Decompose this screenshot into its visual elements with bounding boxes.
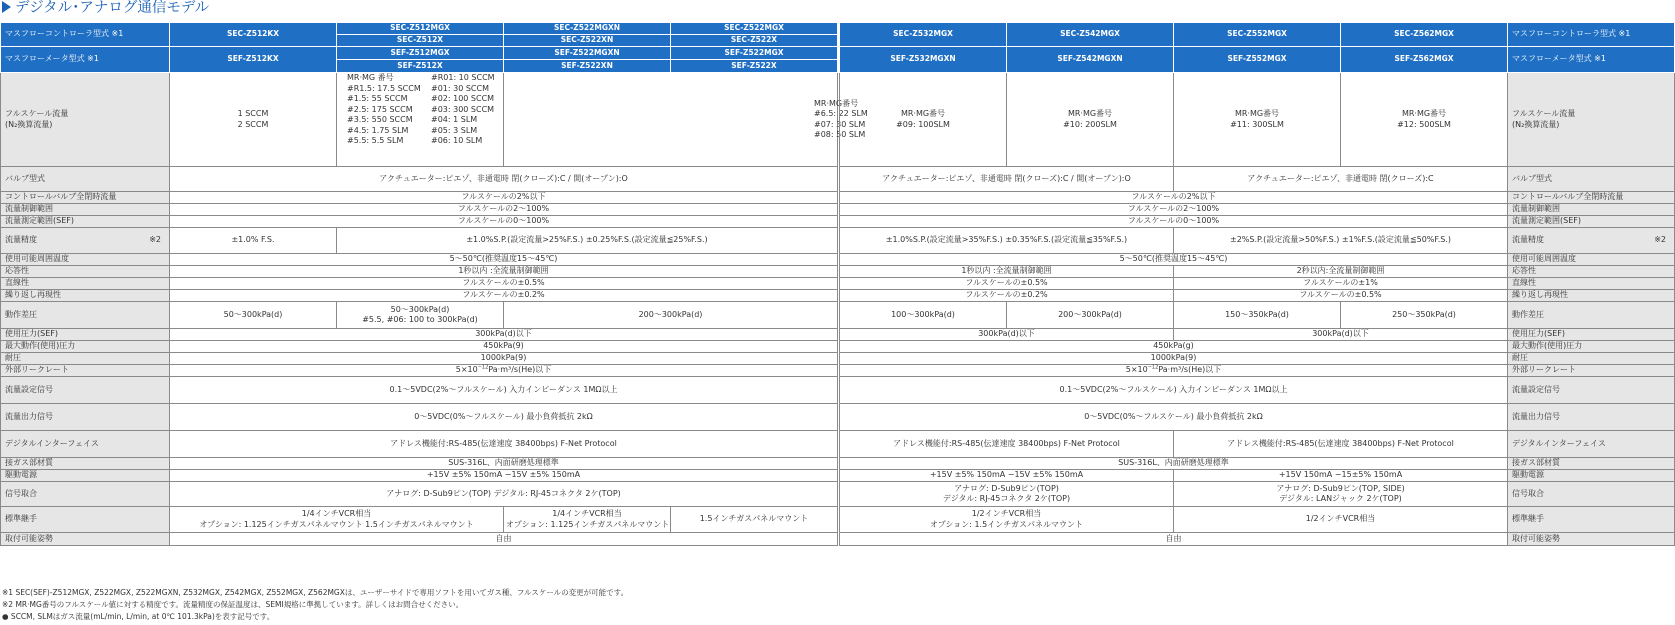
r-repeat-b: フルスケールの±0.5% — [1174, 290, 1508, 302]
r-fullscale-label: フルスケール流量 (N₂換算流量) — [1508, 73, 1675, 167]
mfm-model-c1: SEF-Z512KX — [170, 47, 337, 73]
r-proof-label: 耐圧 — [1508, 353, 1675, 365]
digital-label: デジタルインターフェイス — [1, 431, 170, 458]
fitting-c12: 1/4インチVCR相当 オプション: 1.125インチガスパネルマウント 1.5インチガスパネルマウント — [170, 507, 504, 533]
cv-flow-value: フルスケールの2%以下 — [170, 192, 838, 204]
r-mfc-c4: SEC-Z562MGX — [1341, 23, 1508, 47]
r-mfm-c2: SEF-Z542MGXN — [1007, 47, 1174, 73]
r-mfm-c1: SEF-Z532MGXN — [840, 47, 1007, 73]
r-accuracy-a: ±1.0%S.P.(設定流量>35%F.S.) ±0.35%F.S.(設定流量≦35%F.S.) — [840, 228, 1174, 254]
r-mfc-model-label: マスフローコントローラ型式 ※1 — [1508, 23, 1675, 47]
r-digital-label: デジタルインターフェイス — [1508, 431, 1675, 458]
r-fitting-b: 1/2インチVCR相当 — [1174, 507, 1508, 533]
mfm-model-c2a: SEF-Z512MGX — [337, 47, 504, 60]
r-proof-value: 1000kPa(9) — [840, 353, 1508, 365]
footnote-3: ● SCCM, SLMはガス流量(mL/min, L/min, at 0℃ 101.3kPa)を表す記号です。 — [2, 612, 275, 621]
r-connector-a: アナログ: D-Sub9ピン(TOP) デジタル: RJ-45コネクタ 2ケ(TOP) — [840, 482, 1174, 507]
dp-c1: 50～300kPa(d) — [170, 302, 337, 329]
r-digital-b: アドレス機能付:RS-485(伝達速度 38400bps) F-Net Protocol — [1174, 431, 1508, 458]
r-connector-label: 信号取合 — [1508, 482, 1675, 507]
r-dp-c1: 100～300kPa(d) — [840, 302, 1007, 329]
r-wetted-label: 接ガス部材質 — [1508, 458, 1675, 470]
dp-c34: 200～300kPa(d) — [504, 302, 838, 329]
r-mfm-c3: SEF-Z552MGX — [1174, 47, 1341, 73]
r-leak-value: $5\times 10^{-12}Pa\cdot m^3/s(He)$以下 — [840, 365, 1508, 377]
r-meas-range-value: フルスケールの0～100% — [840, 216, 1508, 228]
linearity-value: フルスケールの±0.5% — [170, 278, 838, 290]
r-out-signal-label: 流量出力信号 — [1508, 404, 1675, 431]
r-pressure-a: 300kPa(d)以下 — [840, 329, 1174, 341]
r-power-a: +15V ±5% 150mA −15V ±5% 150mA — [840, 470, 1174, 482]
r-dp-c4: 250～350kPa(d) — [1341, 302, 1508, 329]
power-label: 駆動電源 — [1, 470, 170, 482]
r-cv-flow-label: コントロールバルブ全閉時流量 — [1508, 192, 1675, 204]
fitting-c4: 1.5インチガスパネルマウント — [671, 507, 838, 533]
mfc-model-c4b: SEC-Z522X — [671, 35, 838, 47]
repeat-label: 繰り返し再現性 — [1, 290, 170, 302]
r-mounting-label: 取付可能姿勢 — [1508, 533, 1675, 546]
r-mfm-c4: SEF-Z562MGX — [1341, 47, 1508, 73]
mfm-model-c2b: SEF-Z512X — [337, 60, 504, 73]
repeat-value: フルスケールの±0.2% — [170, 290, 838, 302]
r-linearity-b: フルスケールの±1% — [1174, 278, 1508, 290]
meas-range-value: フルスケールの0～100% — [170, 216, 838, 228]
r-fullscale-c2: MR·MG番号 #10: 200SLM — [1007, 73, 1174, 167]
r-connector-b: アナログ: D-Sub9ピン(TOP, SIDE) デジタル: LANジャック 2ケ(TOP) — [1174, 482, 1508, 507]
cv-flow-label: コントロールバルブ全閉時流量 — [1, 192, 170, 204]
mfm-model-c3a: SEF-Z522MGXN — [504, 47, 671, 60]
r-linearity-a: フルスケールの±0.5% — [840, 278, 1174, 290]
r-out-signal-value: 0～5VDC(0%～フルスケール) 最小負荷抵抗 2kΩ — [840, 404, 1508, 431]
mfm-model-c4a: SEF-Z522MGX — [671, 47, 838, 60]
r-mounting-value: 自由 — [840, 533, 1508, 546]
r-pressure-b: 300kPa(d)以下 — [1174, 329, 1508, 341]
r-power-b: +15V 150mA −15±5% 150mA — [1174, 470, 1508, 482]
r-valve-a: アクチュエーター:ピエゾ、非通電時 閉(クローズ):C / 開(オープン):O — [840, 167, 1174, 192]
mfc-model-c3a: SEC-Z522MGXN — [504, 23, 671, 35]
max-pressure-label: 最大動作(使用)圧力 — [1, 341, 170, 353]
accuracy-c234: ±1.0%S.P.(設定流量>25%F.S.) ±0.25%F.S.(設定流量≦25%F.S.) — [337, 228, 838, 254]
ctrl-range-label: 流量制御範囲 — [1, 204, 170, 216]
r-digital-a: アドレス機能付:RS-485(伝達速度 38400bps) F-Net Protocol — [840, 431, 1174, 458]
r-repeat-label: 繰り返し再現性 — [1508, 290, 1675, 302]
r-valve-b: アクチュエーター:ピエゾ、非通電時 閉(クローズ):C — [1174, 167, 1508, 192]
mfc-model-c2b: SEC-Z512X — [337, 35, 504, 47]
response-value: 1秒以内 :全流量制御範囲 — [170, 266, 838, 278]
dp-c2: 50～300kPa(d) #5.5, #06: 100 to 300kPa(d) — [337, 302, 504, 329]
footnote-2: ※2 MR·MG番号のフルスケール値に対する精度です。流量精度の保証温度は、SEMI規格に準拠しています。詳しくはお問合せください。 — [2, 600, 464, 609]
r-set-signal-value: 0.1～5VDC(2%～フルスケール) 入力インピーダンス 1MΩ以上 — [840, 377, 1508, 404]
fullscale-c1: 1 SCCM 2 SCCM — [170, 73, 337, 167]
r-valve-label: バルブ型式 — [1508, 167, 1675, 192]
page-title: デジタル･アナログ通信モデル — [2, 0, 209, 17]
fitting-label: 標準継手 — [1, 507, 170, 533]
r-fitting-label: 標準継手 — [1508, 507, 1675, 533]
r-mfc-c1: SEC-Z532MGX — [840, 23, 1007, 47]
pressure-sef-value: 300kPa(d)以下 — [170, 329, 838, 341]
r-temp-value: 5～50℃(推奨温度15～45℃) — [840, 254, 1508, 266]
r-response-b: 2秒以内:全流量制御範囲 — [1174, 266, 1508, 278]
right-spec-table — [839, 22, 1675, 546]
r-ctrl-range-label: 流量制御範囲 — [1508, 204, 1675, 216]
temp-value: 5～50℃(推奨温度15～45℃) — [170, 254, 838, 266]
proof-label: 耐圧 — [1, 353, 170, 365]
response-label: 応答性 — [1, 266, 170, 278]
ctrl-range-value: フルスケールの2～100% — [170, 204, 838, 216]
r-leak-label: 外部リークレート — [1508, 365, 1675, 377]
r-wetted-value: SUS-316L、内面研磨処理標準 — [840, 458, 1508, 470]
r-mfc-c3: SEC-Z552MGX — [1174, 23, 1341, 47]
r-power-label: 駆動電源 — [1508, 470, 1675, 482]
power-value: +15V ±5% 150mA −15V ±5% 150mA — [170, 470, 838, 482]
mfm-model-c4b: SEF-Z522X — [671, 60, 838, 73]
triangle-icon — [2, 1, 11, 13]
valve-label: バルブ型式 — [1, 167, 170, 192]
r-ctrl-range-value: フルスケールの2～100% — [840, 204, 1508, 216]
mfc-model-c2a: SEC-Z512MGX — [337, 23, 504, 35]
wetted-label: 接ガス部材質 — [1, 458, 170, 470]
accuracy-c1: ±1.0% F.S. — [170, 228, 337, 254]
digital-value: アドレス機能付:RS-485(伝達速度 38400bps) F-Net Protocol — [170, 431, 838, 458]
fullscale-label: フルスケール流量 (N₂換算流量) — [1, 73, 170, 167]
max-pressure-value: 450kPa(9) — [170, 341, 838, 353]
r-set-signal-label: 流量設定信号 — [1508, 377, 1675, 404]
leak-value: $5\times 10^{-12}Pa\cdot m^3/s(He)$以下 — [170, 365, 838, 377]
r-dp-c3: 150～350kPa(d) — [1174, 302, 1341, 329]
mfc-model-c1: SEC-Z512KX — [170, 23, 337, 47]
fullscale-c2: MR·MG 番号 #R01: 10 SCCM #R1.5: 17.5 SCCM #01: 30 SCCM #1.5: 55 SCCM #02: 100 SCCM #2.5: 175 SCCM #03: 300 SCCM #3.5: 550 SCCM #04: 1 SLM #4.5: 1.75 SLM #05: 3 SLM #5.5: 5.5 SLM #06: 10 SLM — [337, 73, 504, 167]
r-accuracy-b: ±2%S.P.(設定流量>50%F.S.) ±1%F.S.(設定流量≦50%F.S.) — [1174, 228, 1508, 254]
r-max-pressure-label: 最大動作(使用)圧力 — [1508, 341, 1675, 353]
r-cv-flow-value: フルスケールの2%以下 — [840, 192, 1508, 204]
r-fullscale-c3: MR·MG番号 #11: 300SLM — [1174, 73, 1341, 167]
r-fullscale-c4: MR·MG番号 #12: 500SLM — [1341, 73, 1508, 167]
mfm-model-c3b: SEF-Z522XN — [504, 60, 671, 73]
set-signal-label: 流量設定信号 — [1, 377, 170, 404]
leak-label: 外部リークレート — [1, 365, 170, 377]
r-fullscale-c1: MR·MG番号 #09: 100SLM — [840, 73, 1007, 167]
footnote-1: ※1 SEC(SEF)-Z512MGX, Z522MGX, Z522MGXN, Z532MGX, Z542MGX, Z552MGX, Z562MGXは、ユーザーサイドで専用ソフトを用いてガス種、フルスケールの変更が可能です。 — [2, 588, 629, 597]
mfm-model-label: マスフローメータ型式 ※1 — [1, 47, 170, 73]
temp-label: 使用可能周囲温度 — [1, 254, 170, 266]
out-signal-label: 流量出力信号 — [1, 404, 170, 431]
connector-label: 信号取合 — [1, 482, 170, 507]
r-mfc-c2: SEC-Z542MGX — [1007, 23, 1174, 47]
fitting-c3: 1/4インチVCR相当 オプション: 1.125インチガスパネルマウント — [504, 507, 671, 533]
r-accuracy-label: 流量精度 ※2 — [1508, 228, 1675, 254]
fullscale-c34: MR·MG番号 #6.5: 22 SLM #07: 30 SLM #08: 50 SLM — [504, 73, 838, 167]
r-dp-label: 動作差圧 — [1508, 302, 1675, 329]
pressure-sef-label: 使用圧力(SEF) — [1, 329, 170, 341]
meas-range-label: 流量測定範囲(SEF) — [1, 216, 170, 228]
mfc-model-c4a: SEC-Z522MGX — [671, 23, 838, 35]
out-signal-value: 0～5VDC(0%～フルスケール) 最小負荷抵抗 2kΩ — [170, 404, 838, 431]
mfc-model-c3b: SEC-Z522XN — [504, 35, 671, 47]
mounting-value: 自由 — [170, 533, 838, 546]
r-temp-label: 使用可能周囲温度 — [1508, 254, 1675, 266]
r-linearity-label: 直線性 — [1508, 278, 1675, 290]
proof-value: 1000kPa(9) — [170, 353, 838, 365]
r-meas-range-label: 流量測定範囲(SEF) — [1508, 216, 1675, 228]
set-signal-value: 0.1～5VDC(2%～フルスケール) 入力インピーダンス 1MΩ以上 — [170, 377, 838, 404]
r-max-pressure-value: 450kPa(g) — [840, 341, 1508, 353]
valve-value: アクチュエーター:ピエゾ、非通電時 閉(クローズ):C / 開(オープン):O — [170, 167, 838, 192]
r-fitting-a: 1/2インチVCR相当 オプション: 1.5インチガスパネルマウント — [840, 507, 1174, 533]
r-dp-c2: 200～300kPa(d) — [1007, 302, 1174, 329]
footnotes — [2, 587, 628, 623]
r-response-a: 1秒以内 :全流量制御範囲 — [840, 266, 1174, 278]
connector-value: アナログ: D-Sub9ピン(TOP) デジタル: RJ-45コネクタ 2ケ(TOP) — [170, 482, 838, 507]
accuracy-label: 流量精度 ※2 — [1, 228, 170, 254]
dp-label: 動作差圧 — [1, 302, 170, 329]
linearity-label: 直線性 — [1, 278, 170, 290]
r-pressure-sef-label: 使用圧力(SEF) — [1508, 329, 1675, 341]
r-mfm-model-label: マスフローメータ型式 ※1 — [1508, 47, 1675, 73]
r-response-label: 応答性 — [1508, 266, 1675, 278]
left-spec-table — [0, 22, 868, 546]
r-repeat-a: フルスケールの±0.2% — [840, 290, 1174, 302]
mounting-label: 取付可能姿勢 — [1, 533, 170, 546]
mfc-model-label: マスフローコントローラ型式 ※1 — [1, 23, 170, 47]
wetted-value: SUS-316L、内面研磨処理標準 — [170, 458, 838, 470]
